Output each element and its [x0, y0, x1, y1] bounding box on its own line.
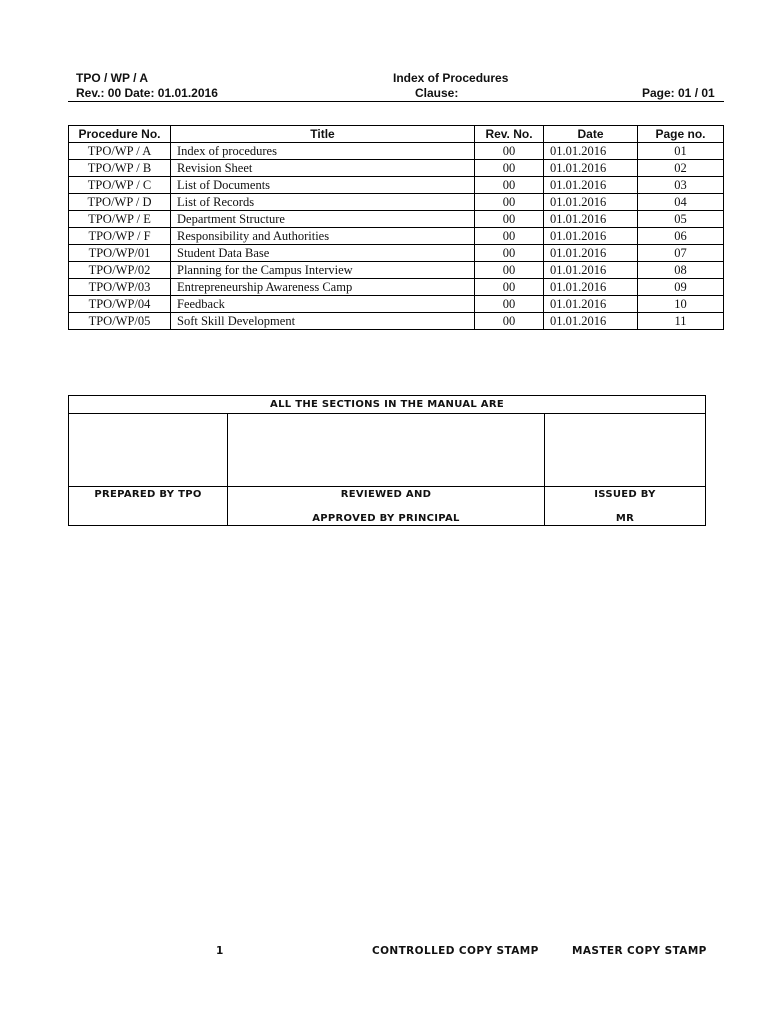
- title-cell: Revision Sheet: [171, 160, 475, 177]
- table-row: [69, 262, 724, 279]
- procedure-no-cell: TPO/WP/01: [69, 245, 171, 262]
- col-procedure-no: Procedure No.: [69, 126, 171, 143]
- page-no-cell: 09: [638, 279, 724, 296]
- page-no-cell: 11: [638, 313, 724, 330]
- rev-no-cell: 00: [475, 160, 544, 177]
- page-indicator: Page: 01 / 01: [642, 86, 715, 100]
- title-cell: Planning for the Campus Interview: [171, 262, 475, 279]
- prepared-by-cell: [69, 487, 228, 526]
- page-no-cell: 06: [638, 228, 724, 245]
- issued-label: ISSUED BY: [594, 489, 656, 500]
- page-no-cell: 02: [638, 160, 724, 177]
- procedure-index-table: [68, 125, 724, 330]
- revision-date: Rev.: 00 Date: 01.01.2016: [76, 86, 218, 100]
- table-row: [69, 313, 724, 330]
- page-number: 1: [216, 945, 224, 957]
- date-cell: 01.01.2016: [544, 194, 638, 211]
- date-cell: 01.01.2016: [544, 211, 638, 228]
- table-row: [69, 279, 724, 296]
- table-header-row: [69, 126, 724, 143]
- signature-box-prepared: [69, 414, 228, 487]
- table-row: [69, 194, 724, 211]
- signature-box-issued: [545, 414, 706, 487]
- signoff-table: [68, 395, 706, 526]
- rev-no-cell: 00: [475, 177, 544, 194]
- procedure-no-cell: TPO/WP / C: [69, 177, 171, 194]
- rev-no-cell: 00: [475, 228, 544, 245]
- col-rev-no: Rev. No.: [475, 126, 544, 143]
- doc-code: TPO / WP / A: [76, 71, 149, 85]
- page-no-cell: 05: [638, 211, 724, 228]
- title-cell: Entrepreneurship Awareness Camp: [171, 279, 475, 296]
- date-cell: 01.01.2016: [544, 228, 638, 245]
- rev-no-cell: 00: [475, 245, 544, 262]
- date-cell: 01.01.2016: [544, 143, 638, 160]
- title-cell: Soft Skill Development: [171, 313, 475, 330]
- procedure-no-cell: TPO/WP/04: [69, 296, 171, 313]
- page-no-cell: 07: [638, 245, 724, 262]
- procedure-no-cell: TPO/WP/05: [69, 313, 171, 330]
- table-row: [69, 296, 724, 313]
- approved-label: APPROVED BY PRINCIPAL: [312, 513, 460, 524]
- signoff-heading: ALL THE SECTIONS IN THE MANUAL ARE: [69, 396, 706, 414]
- procedure-no-cell: TPO/WP / B: [69, 160, 171, 177]
- date-cell: 01.01.2016: [544, 262, 638, 279]
- title-cell: Feedback: [171, 296, 475, 313]
- rev-no-cell: 00: [475, 279, 544, 296]
- reviewed-by-cell: [228, 487, 545, 526]
- table-row: [69, 211, 724, 228]
- page-no-cell: 08: [638, 262, 724, 279]
- signature-box-reviewed: [228, 414, 545, 487]
- page-no-cell: 01: [638, 143, 724, 160]
- rev-no-cell: 00: [475, 211, 544, 228]
- page-no-cell: 10: [638, 296, 724, 313]
- header-rule: [68, 101, 724, 102]
- reviewed-label: REVIEWED AND: [340, 489, 432, 500]
- title-cell: Department Structure: [171, 211, 475, 228]
- table-row: [69, 143, 724, 160]
- issued-by-cell: [545, 487, 706, 526]
- title-cell: List of Documents: [171, 177, 475, 194]
- rev-no-cell: 00: [475, 262, 544, 279]
- table-row: [69, 177, 724, 194]
- rev-no-cell: 00: [475, 194, 544, 211]
- rev-no-cell: 00: [475, 143, 544, 160]
- table-body: [69, 143, 724, 330]
- col-page-no: Page no.: [638, 126, 724, 143]
- clause-label: Clause:: [415, 86, 459, 100]
- issuer-label: MR: [615, 513, 635, 524]
- date-cell: 01.01.2016: [544, 313, 638, 330]
- prepared-by-label: PREPARED BY TPO: [94, 489, 202, 500]
- document-title: Index of Procedures: [393, 71, 509, 85]
- page-no-cell: 03: [638, 177, 724, 194]
- table-row: [69, 228, 724, 245]
- title-cell: Responsibility and Authorities: [171, 228, 475, 245]
- procedure-no-cell: TPO/WP / D: [69, 194, 171, 211]
- date-cell: 01.01.2016: [544, 177, 638, 194]
- master-copy-stamp: MASTER COPY STAMP: [572, 945, 707, 957]
- controlled-copy-stamp: CONTROLLED COPY STAMP: [372, 945, 539, 957]
- col-title: Title: [171, 126, 475, 143]
- procedure-no-cell: TPO/WP / E: [69, 211, 171, 228]
- date-cell: 01.01.2016: [544, 279, 638, 296]
- procedure-no-cell: TPO/WP/02: [69, 262, 171, 279]
- title-cell: Student Data Base: [171, 245, 475, 262]
- date-cell: 01.01.2016: [544, 245, 638, 262]
- date-cell: 01.01.2016: [544, 160, 638, 177]
- table-row: [69, 160, 724, 177]
- table-row: [69, 245, 724, 262]
- col-date: Date: [544, 126, 638, 143]
- page-no-cell: 04: [638, 194, 724, 211]
- rev-no-cell: 00: [475, 296, 544, 313]
- procedure-no-cell: TPO/WP / F: [69, 228, 171, 245]
- date-cell: 01.01.2016: [544, 296, 638, 313]
- procedure-no-cell: TPO/WP / A: [69, 143, 171, 160]
- procedure-no-cell: TPO/WP/03: [69, 279, 171, 296]
- rev-no-cell: 00: [475, 313, 544, 330]
- title-cell: Index of procedures: [171, 143, 475, 160]
- title-cell: List of Records: [171, 194, 475, 211]
